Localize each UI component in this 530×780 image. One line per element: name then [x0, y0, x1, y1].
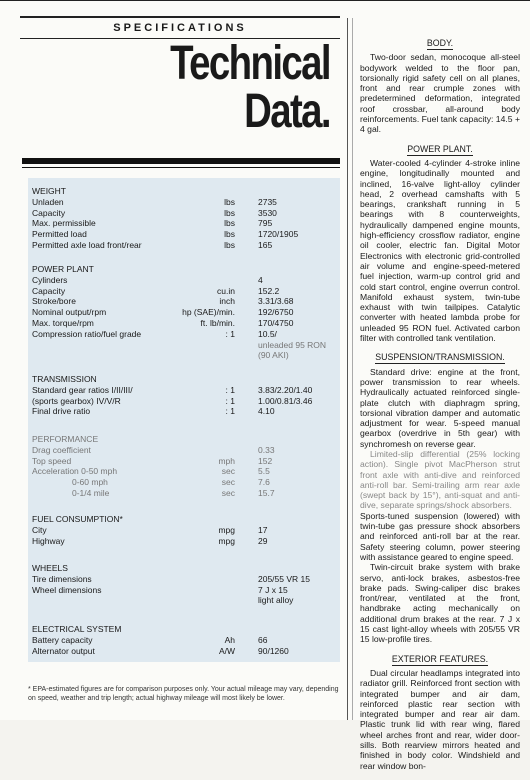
suspension-text-1: Standard drive: engine at the front, power transmission to rear wheels. Hydraulically actuated reinforced single-plate clutch with diaphragm spring, torsional vibration damper and automatic adjustment for wear. 5-speed manual gearbox (overdrive in 5th gear) with synchromesh on reverse gear.	[360, 366, 520, 449]
spec-unit: Ah	[224, 634, 235, 645]
title-line-2: Data.	[244, 85, 330, 138]
spec-row	[32, 536, 337, 547]
spec-row	[32, 406, 337, 417]
spec-label: Stroke/bore	[32, 296, 76, 307]
spec-unit: lbs	[224, 207, 235, 218]
spec-label: Unladen	[32, 196, 64, 207]
wheels-section	[32, 563, 337, 606]
spec-label: Alternator output	[32, 645, 95, 656]
rows	[32, 635, 337, 657]
page-title	[114, 37, 330, 138]
spec-label: (sports gearbox) IV/V/R	[32, 395, 121, 406]
spec-unit: ft. lb/min.	[200, 317, 235, 328]
exterior-text: Dual circular headlamps integrated into radiator grill. Reinforced front section with integrated bumper and air dam, reinforced plastic rear section with integrated bumper and rear air dam. Plastic trunk lid with rear wing, flared wheel arches front and rear, wider door-sills. Both rearview mirrors heated and finished in body color. Windshield and rear window bon-	[360, 667, 520, 771]
spec-row	[32, 585, 337, 596]
wheel-material: light alloy	[258, 595, 294, 606]
spec-row	[32, 525, 337, 536]
spec-label: Cylinders	[32, 274, 68, 285]
spec-row	[32, 229, 337, 240]
spec-row	[32, 240, 337, 251]
spec-row	[32, 488, 337, 499]
spec-unit: mph	[218, 455, 235, 466]
title-thick-rule	[22, 158, 340, 164]
rows	[32, 445, 337, 499]
spec-value: 0.33	[258, 444, 275, 455]
spec-row	[32, 477, 337, 488]
spec-label: Capacity	[32, 207, 66, 218]
spec-label: Nominal output/rpm	[32, 307, 107, 318]
spec-row	[32, 286, 337, 297]
column-divider-inner	[352, 18, 353, 720]
spec-value: 170/4750	[258, 317, 294, 328]
weight-section	[32, 186, 337, 251]
spec-label: Max. permissible	[32, 218, 96, 229]
spec-unit: A/W	[218, 645, 235, 656]
spec-unit: inch	[219, 296, 235, 307]
spec-value: 90/1260	[258, 645, 289, 656]
description-column	[360, 38, 520, 780]
rows	[32, 197, 337, 251]
spec-value: 4.10	[258, 406, 275, 417]
transmission-section	[32, 374, 337, 417]
section-title: POWER PLANT	[32, 264, 94, 274]
spec-label: Capacity	[32, 285, 66, 296]
spec-label: City	[32, 524, 47, 535]
spec-row	[32, 635, 337, 646]
section-title: ELECTRICAL SYSTEM	[32, 624, 122, 634]
spec-label: Permitted axle load front/rear	[32, 239, 142, 250]
spec-label: Top speed	[32, 455, 72, 466]
spec-value: 7.6	[258, 477, 270, 488]
rows	[32, 385, 337, 417]
section-title: TRANSMISSION	[32, 374, 97, 384]
title-thin-rule	[22, 167, 340, 168]
spec-label: Battery capacity	[32, 634, 93, 645]
section-title: WEIGHT	[32, 186, 66, 196]
spec-unit: : 1	[225, 406, 235, 417]
rows	[32, 275, 337, 340]
epa-footnote: * EPA-estimated figures are for comparison purposes only. Your actual mileage may vary, depending on speed, weather and trip length; actual highway mileage will most likely be lower.	[28, 686, 339, 702]
spec-value: 3.83/2.20/1.40	[258, 384, 313, 395]
spec-row	[32, 197, 337, 208]
spec-row	[32, 318, 337, 329]
spec-label: 0-60 mph	[72, 477, 108, 488]
spec-label: Compression ratio/fuel grade	[32, 328, 142, 339]
spec-value: 15.7	[258, 487, 275, 498]
spec-unit: hp (SAE)/min.	[182, 307, 235, 318]
suspension-text-2: Limited-slip differential (25% locking action). Single pivot MacPherson strut front axle with anti-dive and reinforced anti-roll bar. Semi-trailing arm rear axle (swept back by 15°), anti-squat and anti-dive, separate springs/shock absorbers.	[360, 448, 520, 511]
spec-row	[32, 466, 337, 477]
exterior-heading: EXTERIOR FEATURES.	[391, 653, 489, 664]
brakes-text: Twin-circuit brake system with brake servo, anti-lock brakes, asbestos-free brake pads. Swing-caliper disc brakes front/rear, ventilated at the front, handbrake acting mechanically on additional drum brakes at the rear. 7 J x 15 cast light-alloy wheels with 205/55 VR 15 low-profile tires.	[360, 562, 520, 645]
spec-row	[32, 396, 337, 407]
spec-unit: cu.in	[217, 285, 235, 296]
spec-value: 7 J x 15	[258, 584, 288, 595]
spec-value: 4	[258, 274, 263, 285]
fuel-consumption-section	[32, 514, 337, 546]
body-text: Two-door sedan, monocoque all-steel bodywork welded to the floor pan, torsionally rigid safety cell on all planes, front and rear crumple zones with predetermined deformation, integrated roof crossbar, all-around body reinforcements. Fuel tank capacity: 14.5 + 4 gal.	[360, 52, 520, 135]
spec-unit: sec	[221, 466, 235, 477]
section-title: WHEELS	[32, 563, 68, 573]
suspension-heading: SUSPENSION/TRANSMISSION.	[375, 352, 505, 363]
spec-value: 17	[258, 524, 268, 535]
spec-value: 205/55 VR 15	[258, 573, 310, 584]
spec-label: Wheel dimensions	[32, 584, 102, 595]
spec-value: 152	[258, 455, 273, 466]
spec-row	[32, 307, 337, 318]
fuel-grade-line-1: unleaded 95 RON	[258, 339, 327, 350]
power-plant-text: Water-cooled 4-cylinder 4-stroke inline engine, longitudinally mounted and inclined, 16-valve light-alloy cylinder head, 2 overhead camshafts with 5 bearings, crankshaft running in 5 bearings with 8 counterweights, hydraulically dampened engine mounts, high-efficiency crossflow radiator, engine oil cooler, electric fan. Digital Motor Electronics with electronic grid-controlled air volume and engine-speed-metered fuel injection, warm-up control grid and cold start control, engine overrun control. Manifold exhaust system, twin-tube exhaust with twin tailpipes. Catalytic converter with heated lambda probe for unleaded 95 RON fuel. Activated carbon filter with controlled tank ventilation.	[360, 157, 520, 344]
spec-label: 0-1/4 mile	[72, 487, 110, 498]
spec-label: Standard gear ratios I/II/III/	[32, 384, 133, 395]
spec-value: 192/6750	[258, 307, 294, 318]
spec-value: 66	[258, 634, 268, 645]
spec-value: 10.5/	[258, 328, 277, 339]
spec-unit: sec	[221, 477, 235, 488]
spec-row	[32, 296, 337, 307]
spec-row	[32, 574, 337, 585]
column-divider	[347, 18, 348, 720]
spec-value: 1720/1905	[258, 229, 299, 240]
spec-row	[32, 646, 337, 657]
spec-value: 152.2	[258, 285, 280, 296]
spec-value: 795	[258, 218, 273, 229]
spec-row	[32, 208, 337, 219]
spec-label: Permitted load	[32, 229, 87, 240]
body-heading: BODY.	[426, 38, 454, 48]
spec-label: Acceleration 0-50 mph	[32, 466, 118, 477]
spec-row	[32, 385, 337, 396]
section-title: FUEL CONSUMPTION*	[32, 514, 123, 524]
spec-label: Max. torque/rpm	[32, 317, 94, 328]
spec-row	[32, 445, 337, 456]
fuel-grade-line-2: (90 AKI)	[258, 350, 289, 361]
spec-row	[32, 329, 337, 340]
top-rule	[0, 0, 530, 1]
spec-label: Highway	[32, 535, 65, 546]
spec-value: 29	[258, 535, 268, 546]
spec-label: Drag coefficient	[32, 444, 91, 455]
spec-unit: lbs	[224, 218, 235, 229]
spec-row	[32, 275, 337, 286]
spec-unit: mpg	[218, 535, 235, 546]
spec-unit: lbs	[224, 239, 235, 250]
spec-label: Final drive ratio	[32, 406, 91, 417]
performance-section	[32, 434, 337, 499]
spec-unit: : 1	[225, 395, 235, 406]
spec-value: 5.5	[258, 466, 270, 477]
spec-label: Tire dimensions	[32, 573, 92, 584]
spec-row	[32, 456, 337, 467]
spec-unit: mpg	[218, 524, 235, 535]
electrical-section	[32, 624, 337, 656]
spec-unit: : 1	[225, 328, 235, 339]
spec-unit: lbs	[224, 229, 235, 240]
spec-value: 1.00/0.81/3.46	[258, 395, 313, 406]
title-line-1: Technical	[170, 37, 330, 90]
spec-value: 3530	[258, 207, 277, 218]
rows	[32, 525, 337, 547]
rows	[32, 574, 337, 596]
spec-value: 2735	[258, 196, 277, 207]
spec-unit: : 1	[225, 384, 235, 395]
power-plant-section	[32, 264, 337, 361]
spec-row	[32, 218, 337, 229]
spec-value: 165	[258, 239, 273, 250]
spec-unit: lbs	[224, 196, 235, 207]
suspension-text-3: Sports-tuned suspension (lowered) with twin-tube gas pressure shock absorbers and reinforced anti-roll bar at the rear. Safety steering column, power steering with assistance geared to engine speed.	[360, 510, 520, 562]
spec-value: 3.31/3.68	[258, 296, 294, 307]
spec-unit: sec	[221, 487, 235, 498]
section-title: PERFORMANCE	[32, 434, 99, 444]
specifications-header: SPECIFICATIONS	[20, 16, 340, 39]
power-plant-heading: POWER PLANT.	[407, 143, 473, 154]
